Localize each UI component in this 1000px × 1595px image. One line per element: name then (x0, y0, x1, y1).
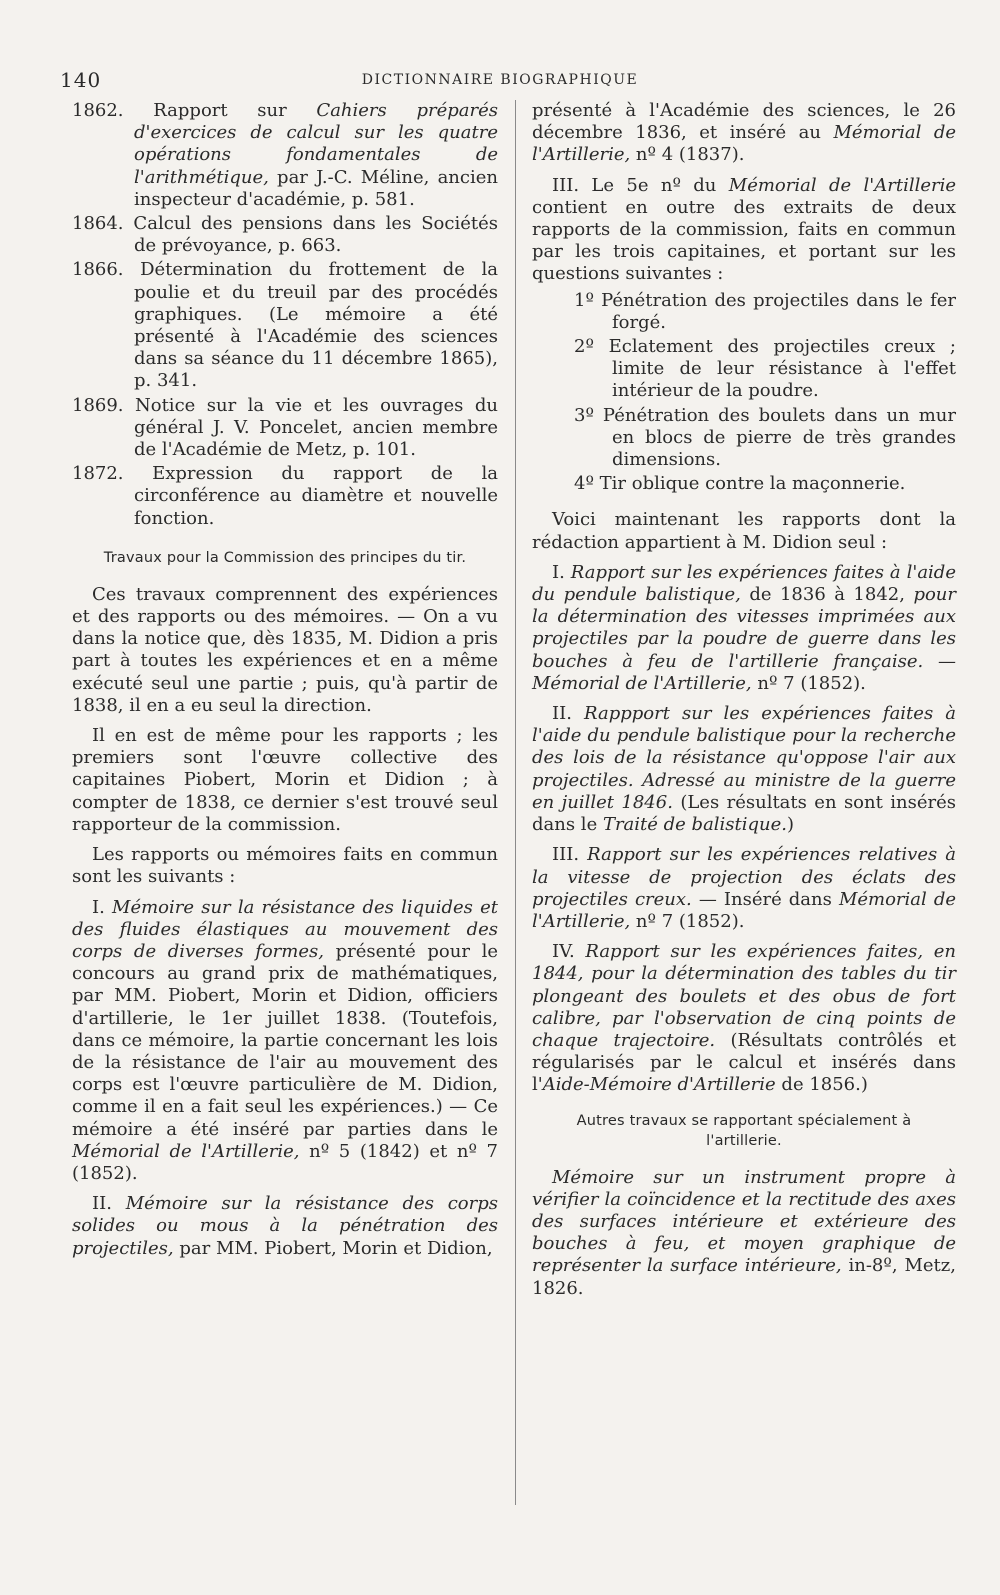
entry-1862: 1862. Rapport sur Cahiers préparés d'exercices de calcul sur les quatre opérations fondamentales de l'arithmétique, par J.-C. Méline, ancien inspecteur d'académie, p. 581. (72, 100, 498, 210)
entry-1869: 1869. Notice sur la vie et les ouvrages du général J. V. Poncelet, ancien membre de l'Académie de Metz, p. 101. (72, 394, 498, 461)
rapport-2: II. Rappport sur les expériences faites à l'aide du pendule balistique pour la recherche des lois de la résistance qu'oppose l'air aux projectiles. Adressé au ministre de la guerre en juillet 1846. (Les résultats en sont insérés dans le Traité de balistique.) (532, 703, 956, 836)
page-number: 140 (60, 68, 102, 92)
question-3: 3º Pénétration des boulets dans un mur en blocs de pierre de très grandes dimensions. (574, 404, 956, 471)
question-1: 1º Pénétration des projectiles dans le fer forgé. (574, 289, 956, 333)
rapport-1: I. Rapport sur les expériences faites à l'aide du pendule balistique, de 1836 à 1842, pour la détermination des vitesses imprimées aux projectiles par la poudre de guerre dans les bouches à feu de l'artillerie française. — Mémorial de l'Artillerie, nº 7 (1852). (532, 561, 956, 694)
paragraph-voici: Voici maintenant les rapports dont la rédaction appartient à M. Didion seul : (532, 509, 956, 553)
paragraph-travaux: Ces travaux comprennent des expériences et des rapports ou des mémoires. — On a vu dans la notice que, dès 1835, M. Didion a pris part à toutes les expériences et en a même exécuté seul une partie ; puis, qu'à partir de 1838, il en a eu seul la direction. (72, 583, 498, 716)
paragraph-rapports: Il en est de même pour les rapports ; les premiers sont l'œuvre collective des capitaines Piobert, Morin et Didion ; à compter de 1838, ce dernier s'est trouvé seul rapporteur de la commission. (72, 725, 498, 835)
memoire-1: I. Mémoire sur la résistance des liquides et des fluides élastiques au mouvement des corps de diverses formes, présenté pour le concours au grand prix de mathématiques, par MM. Piobert, Morin et Didion, officiers d'artillerie, le 1er juillet 1838. (Toutefois, dans ce mémoire, la partie concernant les lois de la résistance de l'air au mouvement des corps est l'œuvre particulière de M. Didion, comme il en a fait seul les expériences.) — Ce mémoire a été inséré par parties dans le Mémorial de l'Artillerie, nº 5 (1842) et nº 7 (1852). (72, 896, 498, 1184)
right-column (532, 100, 956, 1308)
memoire-instrument: Mémoire sur un instrument propre à vérifier la coïncidence et la rectitude des axes des surfaces intérieure et extérieure des bouches à feu, et moyen graphique de représenter la surface intérieure, in-8º, Metz, 1826. (532, 1166, 956, 1299)
section-heading-artillerie: Autres travaux se rapportant spécialement à l'artillerie. (576, 1112, 912, 1149)
column-divider (515, 100, 516, 1505)
question-4: 4º Tir oblique contre la maçonnerie. (574, 473, 906, 495)
memoire-2-continued: présenté à l'Académie des sciences, le 26 décembre 1836, et inséré au Mémorial de l'Artillerie, nº 4 (1837). (532, 100, 956, 166)
memoire-3: III. Le 5e nº du Mémorial de l'Artillerie contient en outre des extraits de deux rapports de la commission, faits en commun par les trois capitaines, et portant sur les questions suivantes : (532, 174, 957, 285)
entry-1864: 1864. Calcul des pensions dans les Sociétés de prévoyance, p. 663. (72, 213, 498, 257)
entry-1866: 1866. Détermination du frottement de la poulie et du treuil par des procédés graphiques. (Le mémoire a été présenté à l'Académie des sciences dans sa séance du 11 décembre 1865), p. 341. (72, 259, 498, 392)
memoire-2: II. Mémoire sur la résistance des corps solides ou mous à la pénétration des projectiles, par MM. Piobert, Morin et Didion, (72, 1193, 498, 1259)
section-heading-commission: Travaux pour la Commission des principes du tir. (103, 549, 467, 566)
question-2: 2º Eclatement des projectiles creux ; limite de leur résistance à l'effet intérieur de la poudre. (574, 336, 956, 402)
left-column (72, 100, 498, 1268)
running-title: DICTIONNAIRE BIOGRAPHIQUE (361, 72, 639, 88)
entry-1872: 1872. Expression du rapport de la circonférence au diamètre et nouvelle fonction. (72, 463, 498, 529)
paragraph-en-commun: Les rapports ou mémoires faits en commun sont les suivants : (72, 844, 498, 888)
rapport-4: IV. Rapport sur les expériences faites, en 1844, pour la détermination des tables du tir plongeant des boulets et des obus de fort calibre, par l'observation de cinq points de chaque trajectoire. (Résultats contrôlés et régularisés par le calcul et insérés dans l'Aide-Mémoire d'Artillerie de 1856.) (532, 941, 957, 1096)
rapport-3: III. Rapport sur les expériences relatives à la vitesse de projection des éclats des projectiles creux. — Inséré dans Mémorial de l'Artillerie, nº 7 (1852). (532, 844, 957, 932)
